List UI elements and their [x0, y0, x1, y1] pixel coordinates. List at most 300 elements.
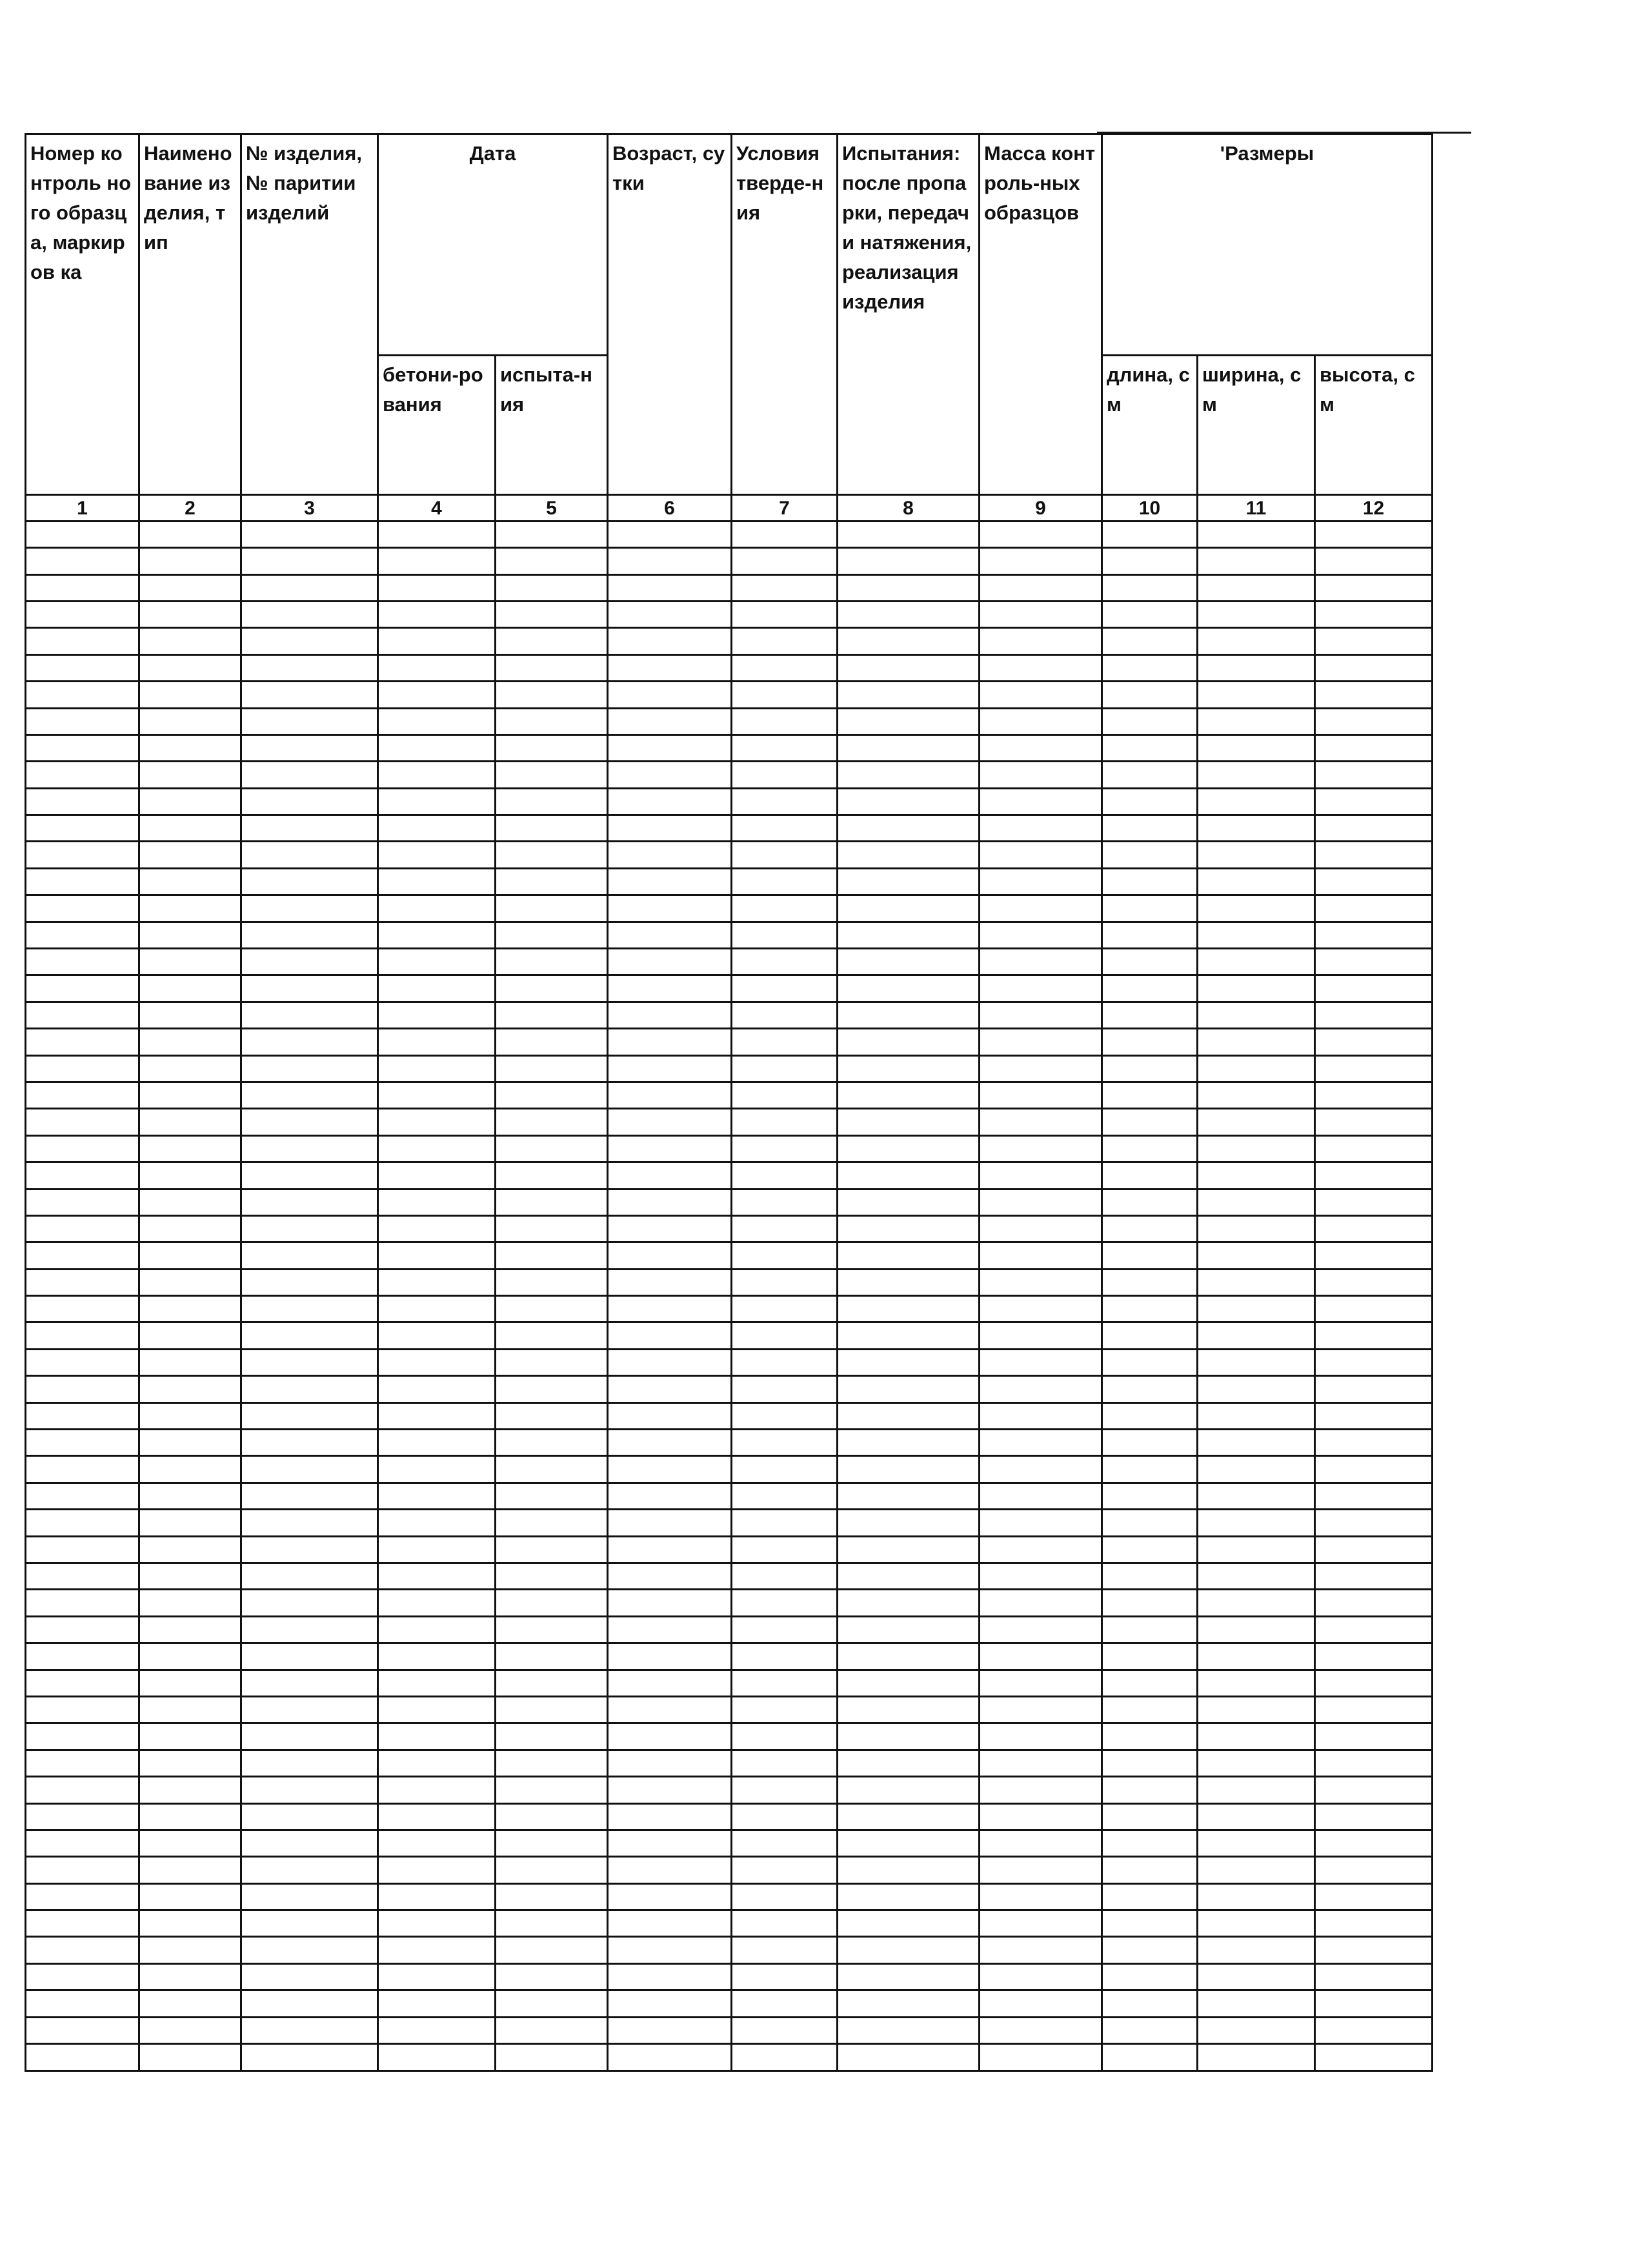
table-cell[interactable]	[1315, 1376, 1433, 1402]
table-cell[interactable]	[608, 654, 732, 681]
table-cell[interactable]	[980, 1189, 1102, 1215]
table-cell[interactable]	[241, 1002, 378, 1028]
table-cell[interactable]	[139, 1750, 241, 1776]
table-cell[interactable]	[378, 574, 496, 601]
table-cell[interactable]	[838, 922, 980, 948]
table-cell[interactable]	[838, 1002, 980, 1028]
table-cell[interactable]	[732, 1510, 838, 1536]
table-cell[interactable]	[378, 521, 496, 547]
table-cell[interactable]	[378, 1857, 496, 1883]
table-cell[interactable]	[1198, 1990, 1315, 2017]
table-cell[interactable]	[26, 1215, 139, 1242]
table-cell[interactable]	[139, 1135, 241, 1162]
table-cell[interactable]	[1102, 975, 1198, 1002]
table-cell[interactable]	[608, 1135, 732, 1162]
table-cell[interactable]	[26, 1189, 139, 1215]
table-cell[interactable]	[378, 1322, 496, 1349]
table-cell[interactable]	[1102, 1857, 1198, 1883]
table-cell[interactable]	[732, 1215, 838, 1242]
table-cell[interactable]	[1102, 1135, 1198, 1162]
table-cell[interactable]	[608, 1910, 732, 1937]
table-cell[interactable]	[1102, 574, 1198, 601]
table-cell[interactable]	[1198, 922, 1315, 948]
table-cell[interactable]	[378, 1910, 496, 1937]
table-cell[interactable]	[496, 1135, 608, 1162]
table-cell[interactable]	[732, 1723, 838, 1750]
table-cell[interactable]	[1198, 1162, 1315, 1189]
table-cell[interactable]	[732, 734, 838, 761]
table-cell[interactable]	[1102, 868, 1198, 895]
table-cell[interactable]	[378, 1082, 496, 1108]
table-cell[interactable]	[241, 1269, 378, 1295]
table-cell[interactable]	[1102, 1750, 1198, 1776]
table-cell[interactable]	[496, 2044, 608, 2071]
table-cell[interactable]	[1315, 1269, 1433, 1295]
table-cell[interactable]	[838, 682, 980, 708]
table-cell[interactable]	[1102, 1322, 1198, 1349]
table-cell[interactable]	[496, 1723, 608, 1750]
table-cell[interactable]	[496, 1937, 608, 1963]
table-cell[interactable]	[139, 1082, 241, 1108]
table-cell[interactable]	[139, 815, 241, 842]
table-cell[interactable]	[1198, 1510, 1315, 1536]
table-cell[interactable]	[1315, 628, 1433, 654]
table-cell[interactable]	[732, 1777, 838, 1803]
table-cell[interactable]	[838, 1536, 980, 1563]
table-cell[interactable]	[732, 1643, 838, 1670]
table-cell[interactable]	[1102, 1002, 1198, 1028]
table-cell[interactable]	[139, 1269, 241, 1295]
table-cell[interactable]	[241, 521, 378, 547]
table-cell[interactable]	[378, 842, 496, 868]
table-cell[interactable]	[1315, 708, 1433, 734]
table-cell[interactable]	[732, 2017, 838, 2043]
table-cell[interactable]	[1315, 922, 1433, 948]
table-cell[interactable]	[732, 1242, 838, 1269]
table-cell[interactable]	[838, 574, 980, 601]
table-cell[interactable]	[838, 1750, 980, 1776]
table-cell[interactable]	[1102, 1269, 1198, 1295]
table-cell[interactable]	[732, 1483, 838, 1509]
table-cell[interactable]	[26, 1322, 139, 1349]
table-cell[interactable]	[1198, 548, 1315, 574]
table-cell[interactable]	[732, 1402, 838, 1429]
table-cell[interactable]	[1102, 682, 1198, 708]
table-cell[interactable]	[139, 574, 241, 601]
table-cell[interactable]	[732, 1135, 838, 1162]
table-cell[interactable]	[139, 868, 241, 895]
table-cell[interactable]	[1315, 975, 1433, 1002]
table-cell[interactable]	[608, 1616, 732, 1643]
table-cell[interactable]	[838, 601, 980, 627]
table-cell[interactable]	[26, 1430, 139, 1456]
table-cell[interactable]	[838, 1430, 980, 1456]
table-cell[interactable]	[139, 1777, 241, 1803]
table-cell[interactable]	[241, 1990, 378, 2017]
table-cell[interactable]	[980, 788, 1102, 815]
table-cell[interactable]	[980, 1349, 1102, 1375]
table-cell[interactable]	[838, 1670, 980, 1696]
table-cell[interactable]	[26, 1723, 139, 1750]
table-cell[interactable]	[980, 1750, 1102, 1776]
table-cell[interactable]	[26, 1162, 139, 1189]
table-cell[interactable]	[139, 1510, 241, 1536]
table-cell[interactable]	[1198, 1750, 1315, 1776]
table-cell[interactable]	[1102, 1990, 1198, 2017]
table-cell[interactable]	[378, 1750, 496, 1776]
table-cell[interactable]	[1102, 1082, 1198, 1108]
table-cell[interactable]	[139, 2017, 241, 2043]
table-cell[interactable]	[139, 1857, 241, 1883]
table-cell[interactable]	[496, 1349, 608, 1375]
table-cell[interactable]	[139, 2044, 241, 2071]
table-cell[interactable]	[608, 1269, 732, 1295]
table-cell[interactable]	[1315, 842, 1433, 868]
table-cell[interactable]	[241, 1803, 378, 1830]
table-cell[interactable]	[241, 1670, 378, 1696]
table-cell[interactable]	[26, 548, 139, 574]
table-cell[interactable]	[496, 1536, 608, 1563]
table-cell[interactable]	[378, 975, 496, 1002]
table-cell[interactable]	[496, 895, 608, 922]
table-cell[interactable]	[608, 1483, 732, 1509]
table-cell[interactable]	[608, 1402, 732, 1429]
table-cell[interactable]	[378, 1430, 496, 1456]
table-cell[interactable]	[732, 949, 838, 975]
table-cell[interactable]	[496, 734, 608, 761]
table-cell[interactable]	[496, 1777, 608, 1803]
table-cell[interactable]	[139, 1296, 241, 1322]
table-cell[interactable]	[1102, 1189, 1198, 1215]
table-cell[interactable]	[496, 1002, 608, 1028]
table-cell[interactable]	[139, 708, 241, 734]
table-cell[interactable]	[608, 1803, 732, 1830]
table-cell[interactable]	[241, 1135, 378, 1162]
table-cell[interactable]	[608, 682, 732, 708]
table-cell[interactable]	[1198, 1002, 1315, 1028]
table-cell[interactable]	[980, 1643, 1102, 1670]
table-cell[interactable]	[1102, 521, 1198, 547]
table-cell[interactable]	[378, 1002, 496, 1028]
table-cell[interactable]	[980, 1055, 1102, 1082]
table-cell[interactable]	[26, 734, 139, 761]
table-cell[interactable]	[378, 1616, 496, 1643]
table-cell[interactable]	[732, 922, 838, 948]
table-cell[interactable]	[838, 1322, 980, 1349]
table-cell[interactable]	[496, 1563, 608, 1590]
table-cell[interactable]	[1198, 1616, 1315, 1643]
table-cell[interactable]	[378, 708, 496, 734]
table-cell[interactable]	[608, 628, 732, 654]
table-cell[interactable]	[241, 654, 378, 681]
table-cell[interactable]	[1198, 1109, 1315, 1135]
table-cell[interactable]	[838, 762, 980, 788]
table-cell[interactable]	[241, 1483, 378, 1509]
table-cell[interactable]	[378, 1510, 496, 1536]
table-cell[interactable]	[1198, 975, 1315, 1002]
table-cell[interactable]	[139, 1029, 241, 1055]
table-cell[interactable]	[139, 628, 241, 654]
table-cell[interactable]	[980, 1616, 1102, 1643]
table-cell[interactable]	[1198, 895, 1315, 922]
table-cell[interactable]	[378, 949, 496, 975]
table-cell[interactable]	[980, 1563, 1102, 1590]
table-cell[interactable]	[1102, 734, 1198, 761]
table-cell[interactable]	[732, 1830, 838, 1856]
table-cell[interactable]	[608, 601, 732, 627]
table-cell[interactable]	[139, 975, 241, 1002]
table-cell[interactable]	[732, 1456, 838, 1483]
table-cell[interactable]	[26, 895, 139, 922]
table-cell[interactable]	[732, 1696, 838, 1723]
table-cell[interactable]	[139, 1563, 241, 1590]
table-cell[interactable]	[378, 1162, 496, 1189]
table-cell[interactable]	[241, 1616, 378, 1643]
table-cell[interactable]	[1315, 1456, 1433, 1483]
table-cell[interactable]	[838, 1723, 980, 1750]
table-cell[interactable]	[608, 1750, 732, 1776]
table-cell[interactable]	[496, 949, 608, 975]
table-cell[interactable]	[378, 1376, 496, 1402]
table-cell[interactable]	[838, 1510, 980, 1536]
table-cell[interactable]	[1315, 2017, 1433, 2043]
table-cell[interactable]	[378, 1723, 496, 1750]
table-cell[interactable]	[496, 601, 608, 627]
table-cell[interactable]	[378, 2044, 496, 2071]
table-cell[interactable]	[496, 1590, 608, 1616]
table-cell[interactable]	[1102, 1296, 1198, 1322]
table-cell[interactable]	[139, 1483, 241, 1509]
table-cell[interactable]	[496, 1510, 608, 1536]
table-cell[interactable]	[608, 815, 732, 842]
table-cell[interactable]	[1198, 842, 1315, 868]
table-cell[interactable]	[139, 1643, 241, 1670]
table-cell[interactable]	[1315, 1590, 1433, 1616]
table-cell[interactable]	[1315, 654, 1433, 681]
table-cell[interactable]	[1315, 574, 1433, 601]
table-cell[interactable]	[1198, 868, 1315, 895]
table-cell[interactable]	[26, 1563, 139, 1590]
table-cell[interactable]	[732, 1990, 838, 2017]
table-cell[interactable]	[608, 521, 732, 547]
table-cell[interactable]	[26, 815, 139, 842]
table-cell[interactable]	[139, 762, 241, 788]
table-cell[interactable]	[378, 1883, 496, 1910]
table-cell[interactable]	[241, 762, 378, 788]
table-cell[interactable]	[1102, 1830, 1198, 1856]
table-cell[interactable]	[980, 1857, 1102, 1883]
table-cell[interactable]	[608, 895, 732, 922]
table-cell[interactable]	[241, 708, 378, 734]
table-cell[interactable]	[26, 628, 139, 654]
table-cell[interactable]	[241, 922, 378, 948]
table-cell[interactable]	[838, 1109, 980, 1135]
table-cell[interactable]	[732, 1296, 838, 1322]
table-cell[interactable]	[608, 1109, 732, 1135]
table-cell[interactable]	[241, 1322, 378, 1349]
table-cell[interactable]	[378, 1189, 496, 1215]
table-cell[interactable]	[1315, 1349, 1433, 1375]
table-cell[interactable]	[608, 2017, 732, 2043]
table-cell[interactable]	[496, 1670, 608, 1696]
table-cell[interactable]	[980, 1002, 1102, 1028]
table-cell[interactable]	[26, 1990, 139, 2017]
table-cell[interactable]	[732, 601, 838, 627]
table-cell[interactable]	[139, 1910, 241, 1937]
table-cell[interactable]	[241, 1643, 378, 1670]
table-cell[interactable]	[496, 1643, 608, 1670]
table-cell[interactable]	[241, 1510, 378, 1536]
table-cell[interactable]	[26, 1376, 139, 1402]
table-cell[interactable]	[980, 1269, 1102, 1295]
table-cell[interactable]	[1102, 1563, 1198, 1590]
table-cell[interactable]	[838, 1055, 980, 1082]
table-cell[interactable]	[241, 1055, 378, 1082]
table-cell[interactable]	[732, 1563, 838, 1590]
table-cell[interactable]	[1102, 1616, 1198, 1643]
table-cell[interactable]	[241, 574, 378, 601]
table-cell[interactable]	[1198, 1135, 1315, 1162]
table-cell[interactable]	[1102, 1109, 1198, 1135]
table-cell[interactable]	[241, 2017, 378, 2043]
table-cell[interactable]	[1315, 949, 1433, 975]
table-cell[interactable]	[139, 682, 241, 708]
table-cell[interactable]	[838, 521, 980, 547]
table-cell[interactable]	[26, 601, 139, 627]
table-cell[interactable]	[241, 1937, 378, 1963]
table-cell[interactable]	[1102, 1055, 1198, 1082]
table-cell[interactable]	[608, 548, 732, 574]
table-cell[interactable]	[139, 1830, 241, 1856]
table-cell[interactable]	[838, 1376, 980, 1402]
table-cell[interactable]	[1198, 574, 1315, 601]
table-cell[interactable]	[838, 788, 980, 815]
table-cell[interactable]	[1102, 1803, 1198, 1830]
table-cell[interactable]	[241, 1536, 378, 1563]
table-cell[interactable]	[1102, 548, 1198, 574]
table-cell[interactable]	[838, 1857, 980, 1883]
table-cell[interactable]	[1198, 815, 1315, 842]
table-cell[interactable]	[241, 1349, 378, 1375]
table-cell[interactable]	[139, 1883, 241, 1910]
table-cell[interactable]	[1198, 1082, 1315, 1108]
table-cell[interactable]	[241, 1456, 378, 1483]
table-cell[interactable]	[980, 1696, 1102, 1723]
table-cell[interactable]	[980, 1937, 1102, 1963]
table-cell[interactable]	[1315, 1402, 1433, 1429]
table-cell[interactable]	[26, 574, 139, 601]
table-cell[interactable]	[838, 1242, 980, 1269]
table-cell[interactable]	[1102, 815, 1198, 842]
table-cell[interactable]	[496, 1963, 608, 1990]
table-cell[interactable]	[838, 654, 980, 681]
table-cell[interactable]	[838, 1830, 980, 1856]
table-cell[interactable]	[1198, 1322, 1315, 1349]
table-cell[interactable]	[26, 1643, 139, 1670]
table-cell[interactable]	[496, 1883, 608, 1910]
table-cell[interactable]	[1315, 1162, 1433, 1189]
table-cell[interactable]	[1315, 1563, 1433, 1590]
table-cell[interactable]	[139, 1162, 241, 1189]
table-cell[interactable]	[378, 1349, 496, 1375]
table-cell[interactable]	[496, 1857, 608, 1883]
table-cell[interactable]	[838, 2044, 980, 2071]
table-cell[interactable]	[378, 1135, 496, 1162]
table-cell[interactable]	[980, 2017, 1102, 2043]
table-cell[interactable]	[838, 815, 980, 842]
table-cell[interactable]	[1315, 1777, 1433, 1803]
table-cell[interactable]	[1198, 601, 1315, 627]
table-cell[interactable]	[241, 682, 378, 708]
table-cell[interactable]	[838, 1696, 980, 1723]
table-cell[interactable]	[139, 521, 241, 547]
table-cell[interactable]	[241, 734, 378, 761]
table-cell[interactable]	[838, 1883, 980, 1910]
table-cell[interactable]	[1198, 1910, 1315, 1937]
table-cell[interactable]	[608, 1162, 732, 1189]
table-cell[interactable]	[139, 1189, 241, 1215]
table-cell[interactable]	[1102, 654, 1198, 681]
table-cell[interactable]	[1102, 1883, 1198, 1910]
table-cell[interactable]	[980, 1803, 1102, 1830]
table-cell[interactable]	[838, 1189, 980, 1215]
table-cell[interactable]	[1315, 1750, 1433, 1776]
table-cell[interactable]	[139, 1937, 241, 1963]
table-cell[interactable]	[1198, 1696, 1315, 1723]
table-cell[interactable]	[378, 1803, 496, 1830]
table-cell[interactable]	[1102, 1510, 1198, 1536]
table-cell[interactable]	[980, 1322, 1102, 1349]
table-cell[interactable]	[241, 1830, 378, 1856]
table-cell[interactable]	[608, 922, 732, 948]
table-cell[interactable]	[838, 708, 980, 734]
table-cell[interactable]	[26, 654, 139, 681]
table-cell[interactable]	[496, 762, 608, 788]
table-cell[interactable]	[1102, 1029, 1198, 1055]
table-cell[interactable]	[139, 895, 241, 922]
table-cell[interactable]	[1198, 1643, 1315, 1670]
table-cell[interactable]	[732, 1430, 838, 1456]
table-cell[interactable]	[241, 628, 378, 654]
table-cell[interactable]	[980, 1510, 1102, 1536]
table-cell[interactable]	[980, 949, 1102, 975]
table-cell[interactable]	[1102, 762, 1198, 788]
table-cell[interactable]	[378, 788, 496, 815]
table-cell[interactable]	[1315, 1082, 1433, 1108]
table-cell[interactable]	[732, 868, 838, 895]
table-cell[interactable]	[1315, 1937, 1433, 1963]
table-cell[interactable]	[838, 1029, 980, 1055]
table-cell[interactable]	[1315, 1990, 1433, 2017]
table-cell[interactable]	[1102, 1162, 1198, 1189]
table-cell[interactable]	[980, 628, 1102, 654]
table-cell[interactable]	[732, 1963, 838, 1990]
table-cell[interactable]	[1198, 2017, 1315, 2043]
table-cell[interactable]	[732, 708, 838, 734]
table-cell[interactable]	[241, 548, 378, 574]
table-cell[interactable]	[1102, 2017, 1198, 2043]
table-cell[interactable]	[241, 1750, 378, 1776]
table-cell[interactable]	[1198, 1590, 1315, 1616]
table-cell[interactable]	[732, 1857, 838, 1883]
table-cell[interactable]	[1315, 1135, 1433, 1162]
table-cell[interactable]	[732, 975, 838, 1002]
table-cell[interactable]	[838, 1402, 980, 1429]
table-cell[interactable]	[980, 1082, 1102, 1108]
table-cell[interactable]	[378, 1402, 496, 1429]
table-cell[interactable]	[732, 1189, 838, 1215]
table-cell[interactable]	[1102, 601, 1198, 627]
